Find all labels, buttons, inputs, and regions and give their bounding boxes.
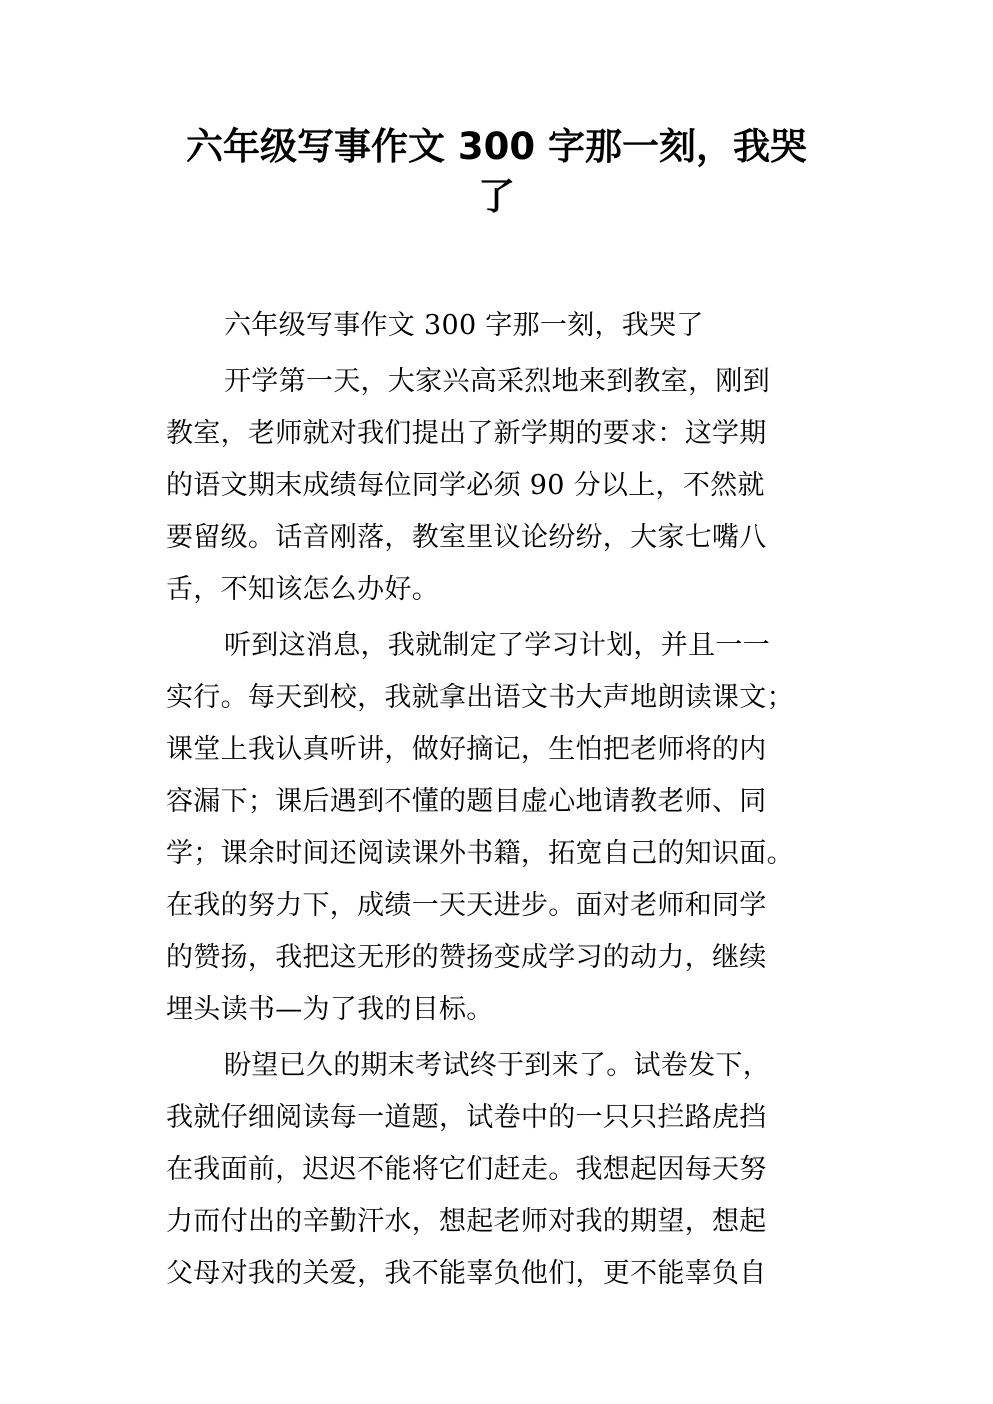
paragraph — [166, 620, 856, 1036]
title-line: 六年级写事作文 300 字那一刻，我哭 — [186, 125, 807, 168]
text-line: 在我的努力下，成绩一天天进步。面对老师和同学 — [166, 890, 767, 921]
document-body — [166, 300, 856, 1300]
paragraph — [166, 300, 856, 352]
paragraph — [166, 356, 856, 616]
text-line: 学；课余时间还阅读课外书籍，拓宽自己的知识面。 — [166, 838, 794, 869]
text-line: 盼望已久的期末考试终于到来了。试卷发下， — [224, 1050, 770, 1081]
title-line: 了 — [478, 175, 515, 218]
document-title — [150, 122, 843, 222]
text-line: 力而付出的辛勤汗水，想起老师对我的期望，想起 — [166, 1206, 767, 1237]
text-line: 的赞扬，我把这无形的赞扬变成学习的动力，继续 — [166, 942, 767, 973]
text-line: 埋头读书—为了我的目标。 — [166, 994, 494, 1025]
text-line: 在我面前，迟迟不能将它们赶走。我想起因每天努 — [166, 1154, 767, 1185]
text-line: 教室，老师就对我们提出了新学期的要求：这学期 — [166, 418, 767, 449]
text-line: 我就仔细阅读每一道题，试卷中的一只只拦路虎挡 — [166, 1102, 767, 1133]
paragraph — [166, 1040, 856, 1300]
text-line: 舌，不知该怎么办好。 — [166, 574, 439, 605]
text-line: 的语文期末成绩每位同学必须 90 分以上，不然就 — [166, 470, 765, 501]
text-line: 课堂上我认真听讲，做好摘记，生怕把老师将的内 — [166, 734, 767, 765]
text-line: 要留级。话音刚落，教室里议论纷纷，大家七嘴八 — [166, 522, 767, 553]
text-line: 父母对我的关爱，我不能辜负他们，更不能辜负自 — [166, 1258, 767, 1289]
text-line: 开学第一天，大家兴高采烈地来到教室，刚到 — [224, 366, 770, 397]
text-line: 六年级写事作文 300 字那一刻，我哭了 — [224, 310, 704, 341]
text-line: 听到这消息，我就制定了学习计划，并且一一 — [224, 630, 770, 661]
text-line: 实行。每天到校，我就拿出语文书大声地朗读课文； — [166, 682, 794, 713]
text-line: 容漏下；课后遇到不懂的题目虚心地请教老师、同 — [166, 786, 767, 817]
